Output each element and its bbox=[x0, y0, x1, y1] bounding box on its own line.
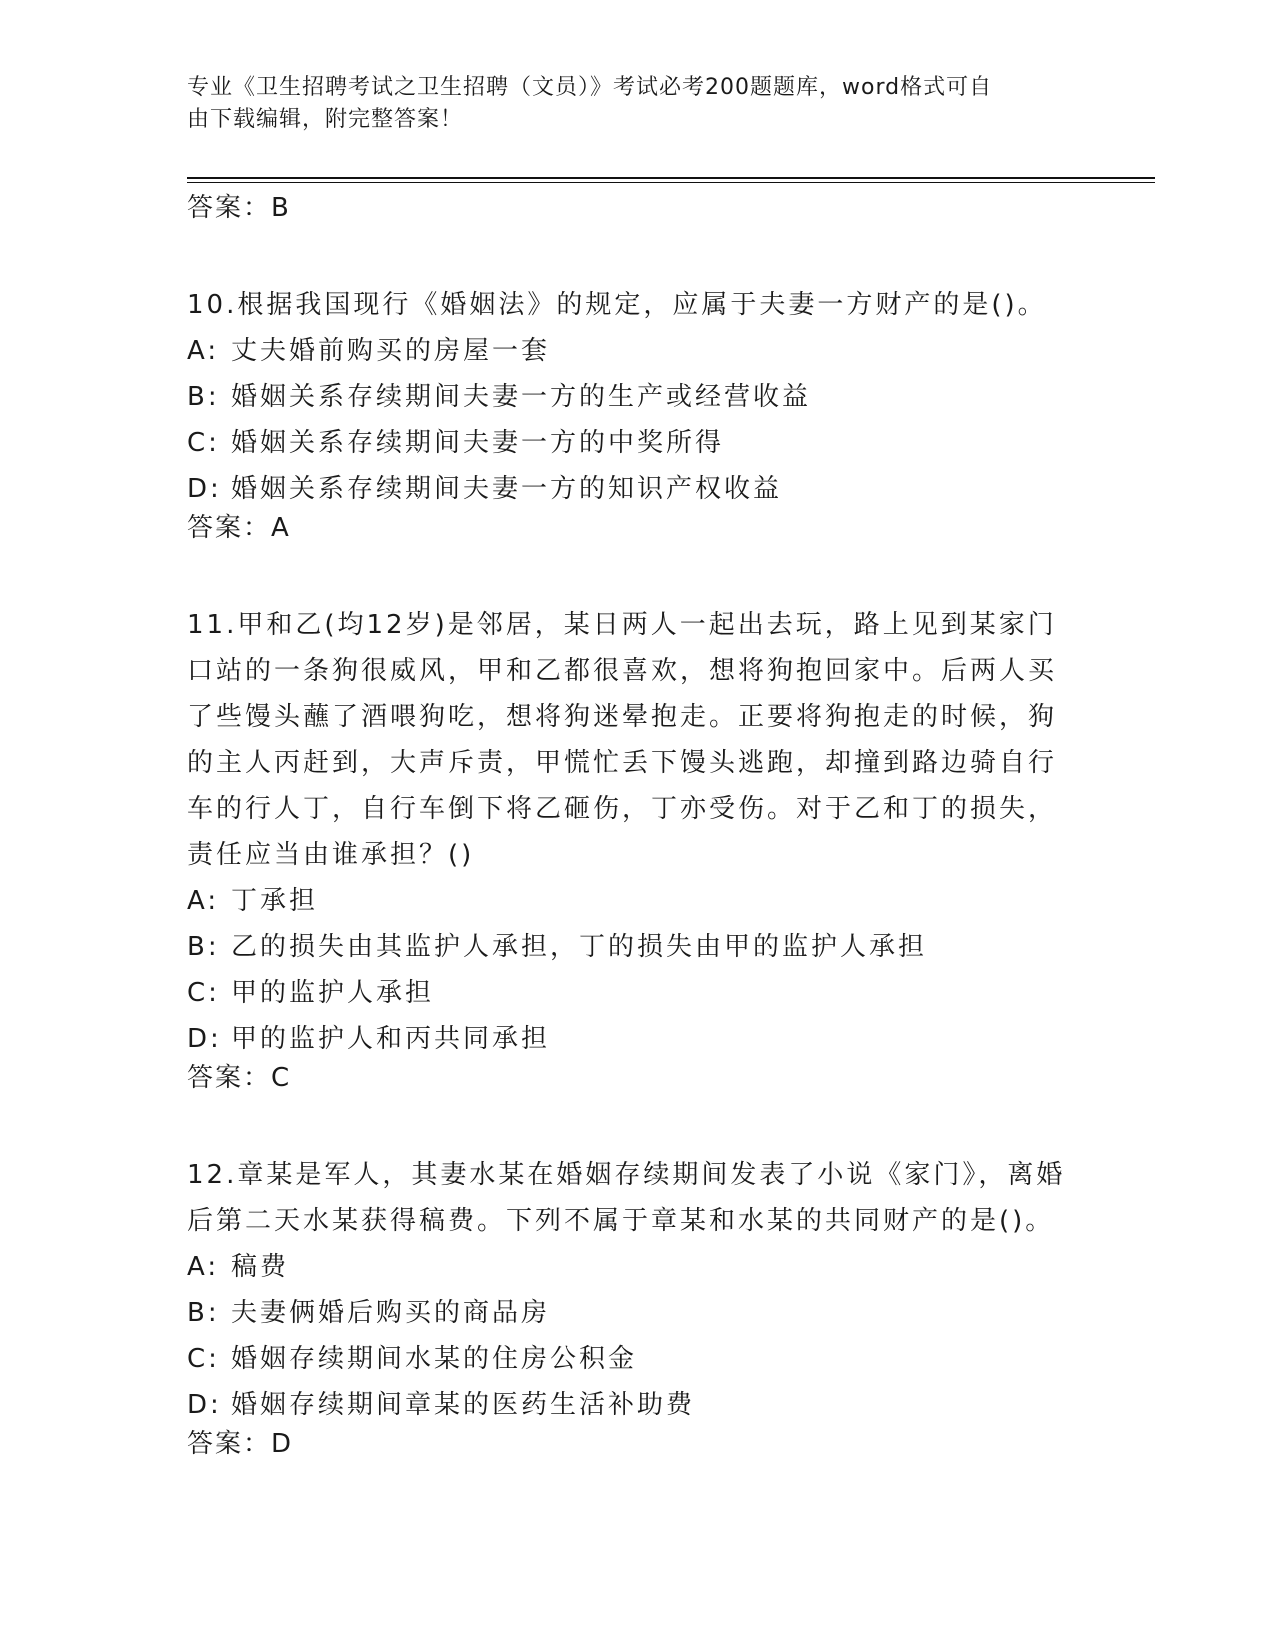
option-letter: C: bbox=[187, 978, 220, 1008]
header-divider bbox=[187, 177, 1155, 179]
question-stem bbox=[187, 1152, 1087, 1244]
option-d bbox=[187, 466, 1087, 512]
previous-answer: 答案：B bbox=[187, 193, 291, 223]
option-text: 夫妻俩婚后购买的商品房 bbox=[231, 1298, 551, 1328]
stem-line: 车的行人丁，自行车倒下将乙砸伤，丁亦受伤。对于乙和丁的损失， bbox=[187, 794, 1058, 824]
answer: 答案：C bbox=[187, 1063, 292, 1093]
header-line-1: 专业《卫生招聘考试之卫生招聘（文员）》考试必考200题题库，word格式可自 bbox=[187, 75, 993, 100]
question-10 bbox=[187, 282, 1087, 558]
option-letter: A: bbox=[187, 1252, 220, 1282]
document-body bbox=[187, 192, 1087, 1474]
option-d bbox=[187, 1016, 1087, 1062]
option-b bbox=[187, 374, 1087, 420]
stem-line: 11.甲和乙(均12岁)是邻居，某日两人一起出去玩，路上见到某家门 bbox=[187, 610, 1057, 640]
option-letter: B: bbox=[187, 932, 220, 962]
option-letter: C: bbox=[187, 1344, 220, 1374]
option-c bbox=[187, 970, 1087, 1016]
option-a bbox=[187, 1244, 1087, 1290]
stem-line: 后第二天水某获得稿费。下列不属于章某和水某的共同财产的是()。 bbox=[187, 1206, 1055, 1236]
option-letter: D: bbox=[187, 1024, 222, 1054]
answer: 答案：A bbox=[187, 513, 291, 543]
option-letter: A: bbox=[187, 886, 220, 916]
document-header bbox=[187, 72, 1087, 136]
answer: 答案：D bbox=[187, 1429, 294, 1459]
option-text: 丈夫婚前购买的房屋一套 bbox=[231, 336, 551, 366]
option-letter: D: bbox=[187, 474, 222, 504]
stem-line: 了些馒头蘸了酒喂狗吃，想将狗迷晕抱走。正要将狗抱走的时候，狗 bbox=[187, 702, 1058, 732]
option-d bbox=[187, 1382, 1087, 1428]
option-text: 婚姻存续期间章某的医药生活补助费 bbox=[231, 1390, 696, 1420]
question-12 bbox=[187, 1152, 1087, 1474]
option-text: 婚姻关系存续期间夫妻一方的生产或经营收益 bbox=[231, 382, 812, 412]
option-text: 丁承担 bbox=[231, 886, 319, 916]
stem-line: 责任应当由谁承担？() bbox=[187, 840, 475, 870]
option-letter: C: bbox=[187, 428, 220, 458]
question-stem bbox=[187, 602, 1087, 878]
header-line-2: 由下载编辑，附完整答案！ bbox=[187, 107, 464, 132]
option-text: 婚姻关系存续期间夫妻一方的中奖所得 bbox=[231, 428, 725, 458]
option-b bbox=[187, 1290, 1087, 1336]
option-text: 婚姻关系存续期间夫妻一方的知识产权收益 bbox=[231, 474, 783, 504]
option-text: 稿费 bbox=[231, 1252, 290, 1282]
option-letter: B: bbox=[187, 1298, 220, 1328]
stem-line: 12.章某是军人，其妻水某在婚姻存续期间发表了小说《家门》，离婚 bbox=[187, 1160, 1066, 1190]
option-text: 甲的监护人承担 bbox=[231, 978, 435, 1008]
spacer bbox=[187, 1108, 1087, 1152]
option-b bbox=[187, 924, 1087, 970]
stem-line: 10.根据我国现行《婚姻法》的规定，应属于夫妻一方财产的是()。 bbox=[187, 290, 1047, 320]
option-text: 甲的监护人和丙共同承担 bbox=[231, 1024, 551, 1054]
option-letter: B: bbox=[187, 382, 220, 412]
question-stem bbox=[187, 282, 1087, 328]
header-divider-secondary bbox=[187, 182, 1155, 183]
option-a bbox=[187, 328, 1087, 374]
option-letter: D: bbox=[187, 1390, 222, 1420]
stem-line: 的主人丙赶到，大声斥责，甲慌忙丢下馒头逃跑，却撞到路边骑自行 bbox=[187, 748, 1058, 778]
option-letter: A: bbox=[187, 336, 220, 366]
option-c bbox=[187, 420, 1087, 466]
option-c bbox=[187, 1336, 1087, 1382]
option-text: 乙的损失由其监护人承担，丁的损失由甲的监护人承担 bbox=[231, 932, 928, 962]
option-text: 婚姻存续期间水某的住房公积金 bbox=[231, 1344, 638, 1374]
option-a bbox=[187, 878, 1087, 924]
spacer bbox=[187, 558, 1087, 602]
spacer bbox=[187, 238, 1087, 282]
stem-line: 口站的一条狗很威风，甲和乙都很喜欢，想将狗抱回家中。后两人买 bbox=[187, 656, 1058, 686]
question-11 bbox=[187, 602, 1087, 1108]
